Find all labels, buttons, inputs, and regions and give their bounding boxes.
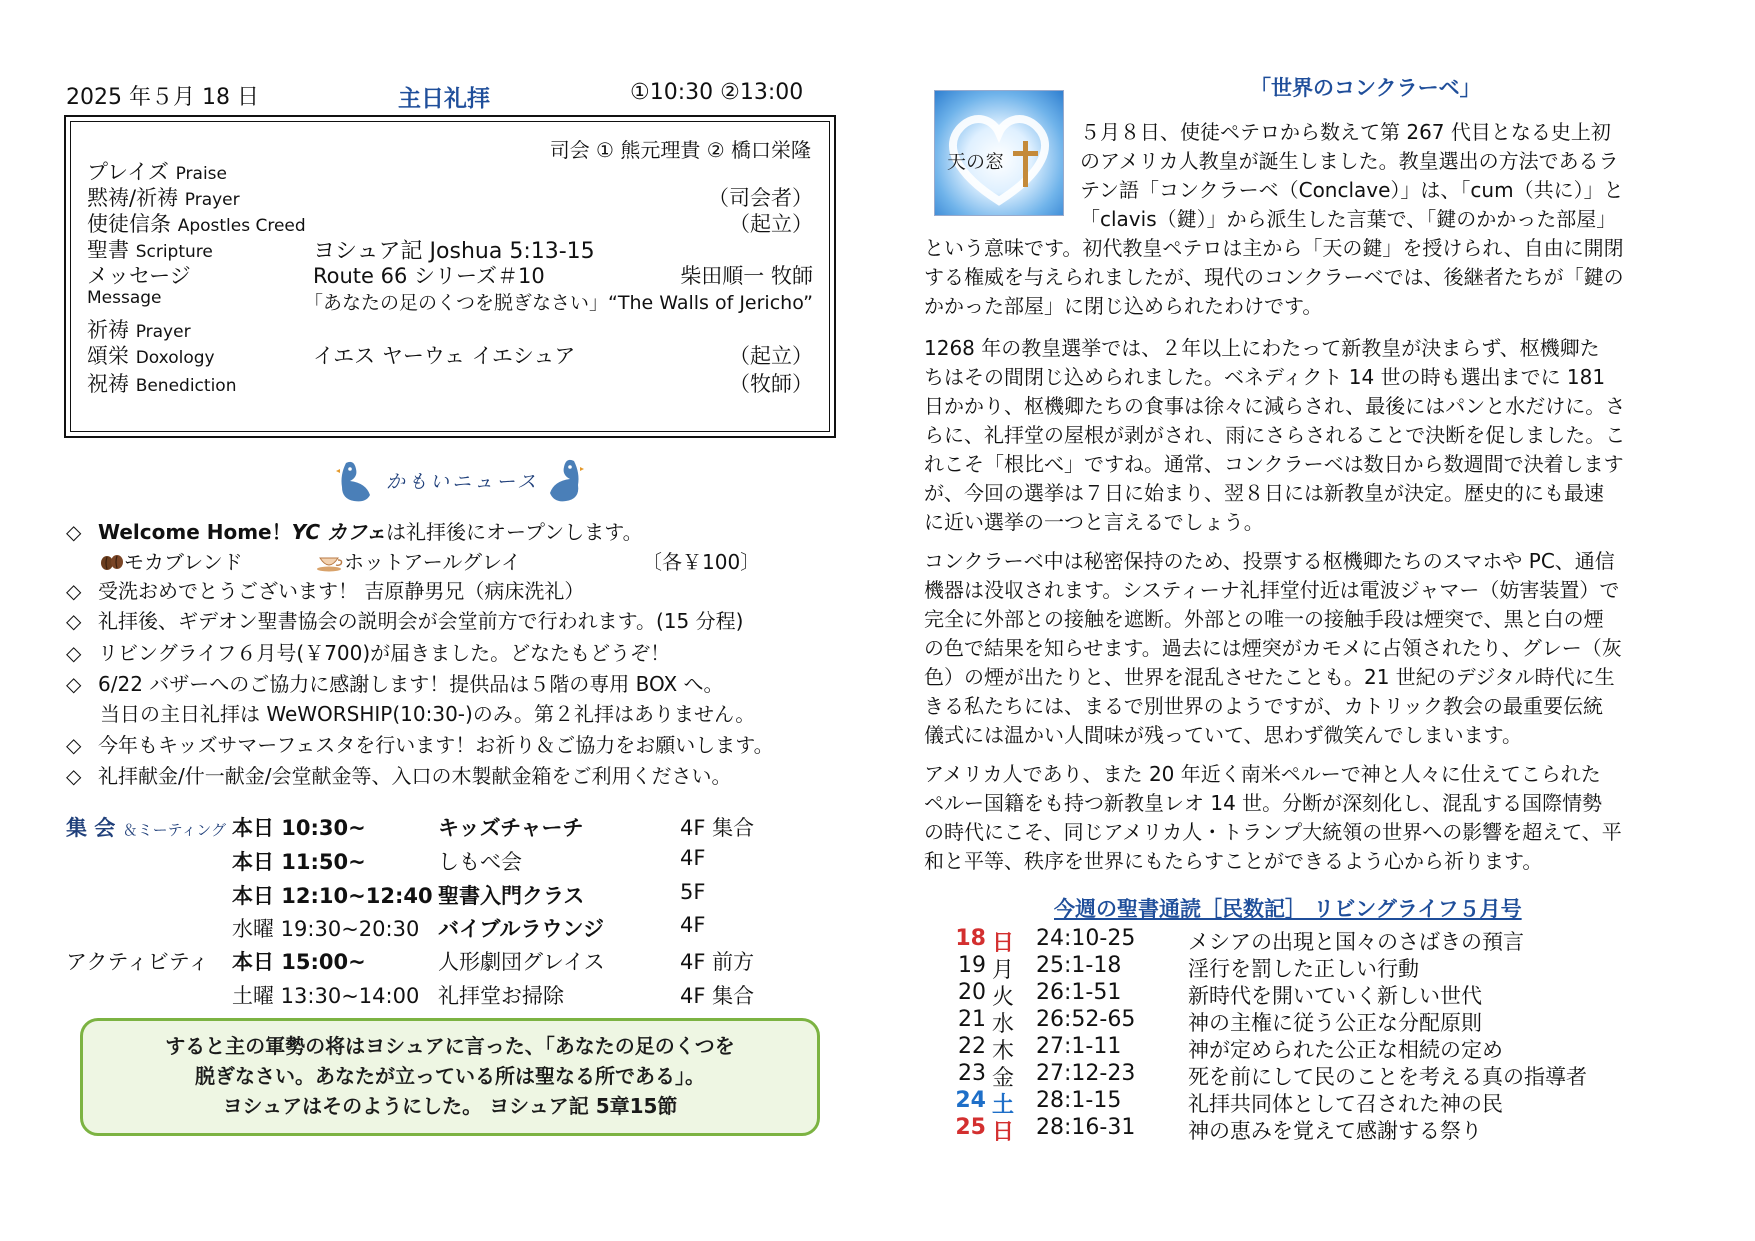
order-item-ja: 祝祷 (87, 372, 129, 396)
order-note: （起立） (729, 344, 813, 368)
reading-weekday: 日 (992, 931, 1015, 956)
menu-price: 〔各￥100〕 (642, 550, 761, 574)
message-title: 「あなたの足のくつを脱ぎなさい」“The Walls of Jericho” (304, 292, 813, 314)
meetings-label-main: 集 会 (66, 816, 116, 840)
order-benediction (87, 368, 813, 398)
article-line: コンクラーベ中は秘密保持のため、投票する枢機卿たちのスマホや PC、通信 (924, 549, 1615, 573)
news-text-sub: 当日の主日礼拝は WeWORSHIP(10:30-)のみ。第２礼拝はありません。 (100, 702, 756, 726)
meeting-when: 本日 12:10~12:40 (232, 884, 433, 908)
article-line: 儀式には温かい人間味が残っていて、思わず微笑んでしまいます。 (924, 723, 1522, 747)
duck-left-icon (336, 459, 380, 505)
reading-day: 19 (958, 953, 986, 978)
order-item-ja: 祈祷 (87, 318, 129, 342)
order-item-en: Doxology (135, 348, 215, 368)
service-date: 2025 年５月 18 日 (66, 85, 259, 110)
menu-mocha: モカブレンド (124, 550, 243, 574)
order-item-en: Scripture (135, 242, 213, 262)
reading-day: 25 (955, 1115, 986, 1140)
duck-right-icon (540, 457, 584, 505)
news-item (66, 605, 743, 635)
meeting-when: 土曜 13:30~14:00 (232, 984, 420, 1008)
image-label: 天の窓 (947, 151, 1005, 173)
article-line: 日かかり、枢機卿たちの食事は徐々に減らされ、最後にはパンと水だけに。さ (924, 394, 1626, 418)
meetings-label (66, 812, 226, 842)
article-line: のアメリカ人教皇が誕生しました。教皇選出の方法であるラ (1080, 149, 1619, 173)
reading-weekday: 月 (992, 958, 1015, 983)
order-note: （起立） (729, 212, 813, 236)
meeting-what: 礼拝堂お掃除 (438, 984, 564, 1008)
order-item-ja: 黙祷/祈祷 (87, 186, 179, 210)
emcee: 司会 ① 熊元理貴 ② 橋口栄隆 (549, 138, 811, 162)
reading-weekday: 金 (992, 1066, 1015, 1091)
reading-text: 淫行を罰した正しい行動 (1188, 957, 1419, 981)
order-note: （牧師） (729, 372, 813, 396)
article-line: の色で結果を知らせます。過去には煙突がカモメに占領されたり、グレー（灰 (924, 636, 1622, 660)
news-text: は礼拝後にオープンします。 (386, 520, 643, 544)
reading-title: 今週の聖書通読［民数記］ リビングライフ５月号 (1054, 897, 1522, 921)
news-item (66, 575, 584, 605)
message-speaker: 柴田順一 牧師 (680, 264, 813, 288)
reading-text: 神の恵みを覚えて感謝する祭り (1188, 1119, 1482, 1143)
order-item-ja: メッセージ (87, 264, 191, 288)
reading-chapter: 28:1-15 (1036, 1088, 1122, 1113)
verse-line: ヨシュアはそのようにした。 ヨシュア記 5章15節 (222, 1094, 678, 1118)
order-item-en: Message (87, 288, 162, 308)
reading-weekday: 水 (992, 1012, 1015, 1037)
heaven-window-image (934, 90, 1064, 216)
news-text: 受洗おめでとうございます！ 吉原静男兄（病床洗礼） (98, 579, 585, 603)
order-item-en: Prayer (135, 322, 191, 342)
reading-chapter: 24:10-25 (1036, 926, 1136, 951)
order-note: （司会者） (708, 186, 813, 210)
article-line: アメリカ人であり、また 20 年近く南米ペルーで神と人々に仕えてこられた (924, 762, 1601, 786)
verse-line: 脱ぎなさい。あなたが立っている所は聖なる所である」。 (195, 1064, 705, 1088)
reading-weekday: 土 (992, 1093, 1015, 1118)
order-item-en: Praise (175, 164, 227, 184)
bullet: ◇ (66, 641, 82, 665)
article-line: 和と平等、秩序を世界にもたらすことができるよう心から祈ります。 (924, 849, 1543, 873)
menu-earl-grey: ホットアールグレイ (344, 550, 521, 574)
article-line: かかった部屋」に閉じ込められたわけです。 (924, 294, 1323, 318)
article-line: の時代にこそ、同じアメリカ人・トランプ大統領の世界への影響を超えて、平 (924, 820, 1622, 844)
article-line: テン語「コンクラーベ（Conclave）」は、「cum（共に）」と (1080, 178, 1624, 202)
article-line: ５月８日、使徒ペテロから数えて第 267 代目となる史上初 (1080, 120, 1611, 144)
reading-text: メシアの出現と国々のさばきの預言 (1188, 930, 1524, 954)
reading-chapter: 27:1-11 (1036, 1034, 1122, 1059)
reading-chapter: 28:16-31 (1036, 1115, 1136, 1140)
article-line: きる私たちには、まるで別世界のようですが、カトリック教会の最重要伝統 (924, 694, 1603, 718)
article-line: に近い選挙の一つと言えるでしょう。 (924, 510, 1264, 534)
article-line: 1268 年の教皇選挙では、２年以上にわたって新教皇が決まらず、枢機卿た (924, 336, 1600, 360)
article-line: 色）の煙が出たりと、世界を混乱させたことも。21 世紀のデジタル時代に生 (924, 665, 1615, 689)
reading-text: 新時代を開いていく新しい世代 (1188, 984, 1482, 1008)
article-line: 機器は没収されます。システィーナ礼拝堂付近は電波ジャマー（妨害装置）で (924, 578, 1620, 602)
bullet: ◇ (66, 520, 82, 544)
meeting-when: 本日 15:00~ (232, 950, 366, 974)
reading-day: 18 (955, 926, 986, 951)
news-menu-line-2 (316, 546, 521, 575)
news-welcome: Welcome Home！ (98, 520, 292, 544)
news-menu-line (100, 546, 243, 575)
meeting-where: 4F (680, 846, 706, 870)
order-item-en: Apostles Creed (177, 216, 306, 236)
reading-day: 20 (958, 980, 986, 1005)
news-text: 礼拝後、ギデオン聖書協会の説明会が会堂前方で行われます。(15 分程) (98, 609, 744, 633)
service-title: 主日礼拝 (398, 86, 490, 112)
order-item-en: Prayer (184, 190, 240, 210)
order-item-ja: プレイズ (87, 160, 169, 184)
teacup-icon (316, 552, 344, 572)
order-of-service (64, 115, 836, 438)
order-item-ja: 頌栄 (87, 344, 129, 368)
activity-label: アクティビティ (66, 950, 210, 974)
meeting-when: 本日 10:30~ (232, 816, 366, 840)
bullet: ◇ (66, 764, 82, 788)
meeting-what: キッズチャーチ (438, 816, 584, 840)
order-item-ja: 聖書 (87, 238, 129, 262)
bullet: ◇ (66, 579, 82, 603)
news-text: 今年もキッズサマーフェスタを行います！お祈り＆ご協力をお願いします。 (98, 733, 774, 757)
news-item (66, 760, 731, 790)
doxology-song: イエス ヤーウェ イエシュア (313, 344, 576, 368)
meeting-where: 4F 集合 (680, 816, 755, 840)
news-heading-label: かもいニュース (386, 471, 540, 493)
reading-text: 神の主権に従う公正な分配原則 (1188, 1011, 1482, 1035)
meeting-when: 本日 11:50~ (232, 850, 366, 874)
reading-weekday: 火 (992, 985, 1015, 1010)
article-line: ちはその間閉じ込められました。ベネディクト 14 世の時も選出までに 181 (924, 365, 1606, 389)
order-doxology (87, 340, 813, 370)
coffee-beans-icon (100, 552, 124, 570)
news-item (66, 516, 643, 546)
news-text: リビングライフ６月号(￥700)が届きました。どなたもどうぞ！ (98, 641, 671, 665)
order-item-ja: 使徒信条 (87, 212, 171, 236)
verse-line: すると主の軍勢の将はヨシュアに言った、「あなたの足のくつを (165, 1034, 735, 1058)
memory-verse (80, 1018, 820, 1136)
reading-chapter: 26:52-65 (1036, 1007, 1136, 1032)
meeting-what: しもべ会 (438, 850, 522, 874)
service-times: ①10:30 ②13:00 (630, 80, 804, 105)
bullet: ◇ (66, 609, 82, 633)
meeting-what: 人形劇団グレイス (438, 950, 605, 974)
news-heading (330, 455, 590, 507)
message-series: Route 66 シリーズ＃10 (313, 264, 545, 288)
article-line: が、今回の選挙は７日に始まり、翌８日には新教皇が決定。歴史的にも最速 (924, 481, 1604, 505)
news-item (66, 668, 724, 698)
reading-day: 23 (958, 1061, 986, 1086)
meeting-where: 4F 前方 (680, 950, 755, 974)
scripture-ref: ヨシュア記 Joshua 5:13-15 (313, 239, 595, 264)
reading-text: 礼拝共同体として召された神の民 (1188, 1092, 1503, 1116)
reading-chapter: 26:1-51 (1036, 980, 1122, 1005)
reading-day: 24 (955, 1088, 986, 1113)
bullet: ◇ (66, 672, 82, 696)
news-item (66, 637, 670, 667)
reading-chapter: 27:12-23 (1036, 1061, 1136, 1086)
reading-chapter: 25:1-18 (1036, 953, 1122, 978)
news-cafe: YC カフェ (291, 520, 387, 544)
meeting-where: 4F (680, 913, 706, 937)
bullet: ◇ (66, 733, 82, 757)
article-line: ペルー国籍をも持つ新教皇レオ 14 世。分断が深刻化し、混乱する国際情勢 (924, 791, 1603, 815)
meeting-where: 5F (680, 880, 706, 904)
meetings-label-sub: ＆ミーティング (122, 821, 227, 839)
news-item (66, 729, 774, 759)
news-text: 礼拝献金/什一献金/会堂献金等、入口の木製献金箱をご利用ください。 (98, 764, 732, 788)
reading-day: 22 (958, 1034, 986, 1059)
article-line: れこそ「根比べ」ですね。通常、コンクラーベは数日から数週間で決着します (924, 452, 1624, 476)
reading-day: 21 (958, 1007, 986, 1032)
article-line: 完全に外部との接触を遮断。外部との唯一の接触手段は煙突で、黒と白の煙 (924, 607, 1604, 631)
article-line: らに、礼拝堂の屋根が剥がされ、雨にさらされることで決断を促しました。こ (924, 423, 1626, 447)
reading-weekday: 日 (992, 1120, 1015, 1145)
order-message (87, 260, 813, 290)
article-title: 「世界のコンクラーベ」 (1250, 76, 1481, 100)
article-line: する権威を与えられましたが、現代のコンクラーベでは、後継者たちが「鍵の (924, 265, 1624, 289)
order-item-en: Benediction (135, 376, 237, 396)
article-line: という意味です。初代教皇ペテロは主から「天の鍵」を授けられ、自由に開閉 (924, 236, 1624, 260)
reading-text: 神が定められた公正な相続の定め (1188, 1038, 1503, 1062)
reading-text: 死を前にして民のことを考える真の指導者 (1188, 1065, 1587, 1089)
meeting-what: バイブルラウンジ (438, 917, 605, 941)
news-text: 6/22 バザーへのご協力に感謝します！提供品は５階の専用 BOX へ。 (98, 672, 724, 696)
meeting-what: 聖書入門クラス (438, 884, 585, 908)
reading-weekday: 木 (992, 1039, 1015, 1064)
article-line: 「clavis（鍵）」から派生した言葉で、「鍵のかかった部屋」 (1080, 207, 1617, 231)
meeting-where: 4F 集合 (680, 984, 755, 1008)
meeting-when: 水曜 19:30~20:30 (232, 917, 420, 941)
